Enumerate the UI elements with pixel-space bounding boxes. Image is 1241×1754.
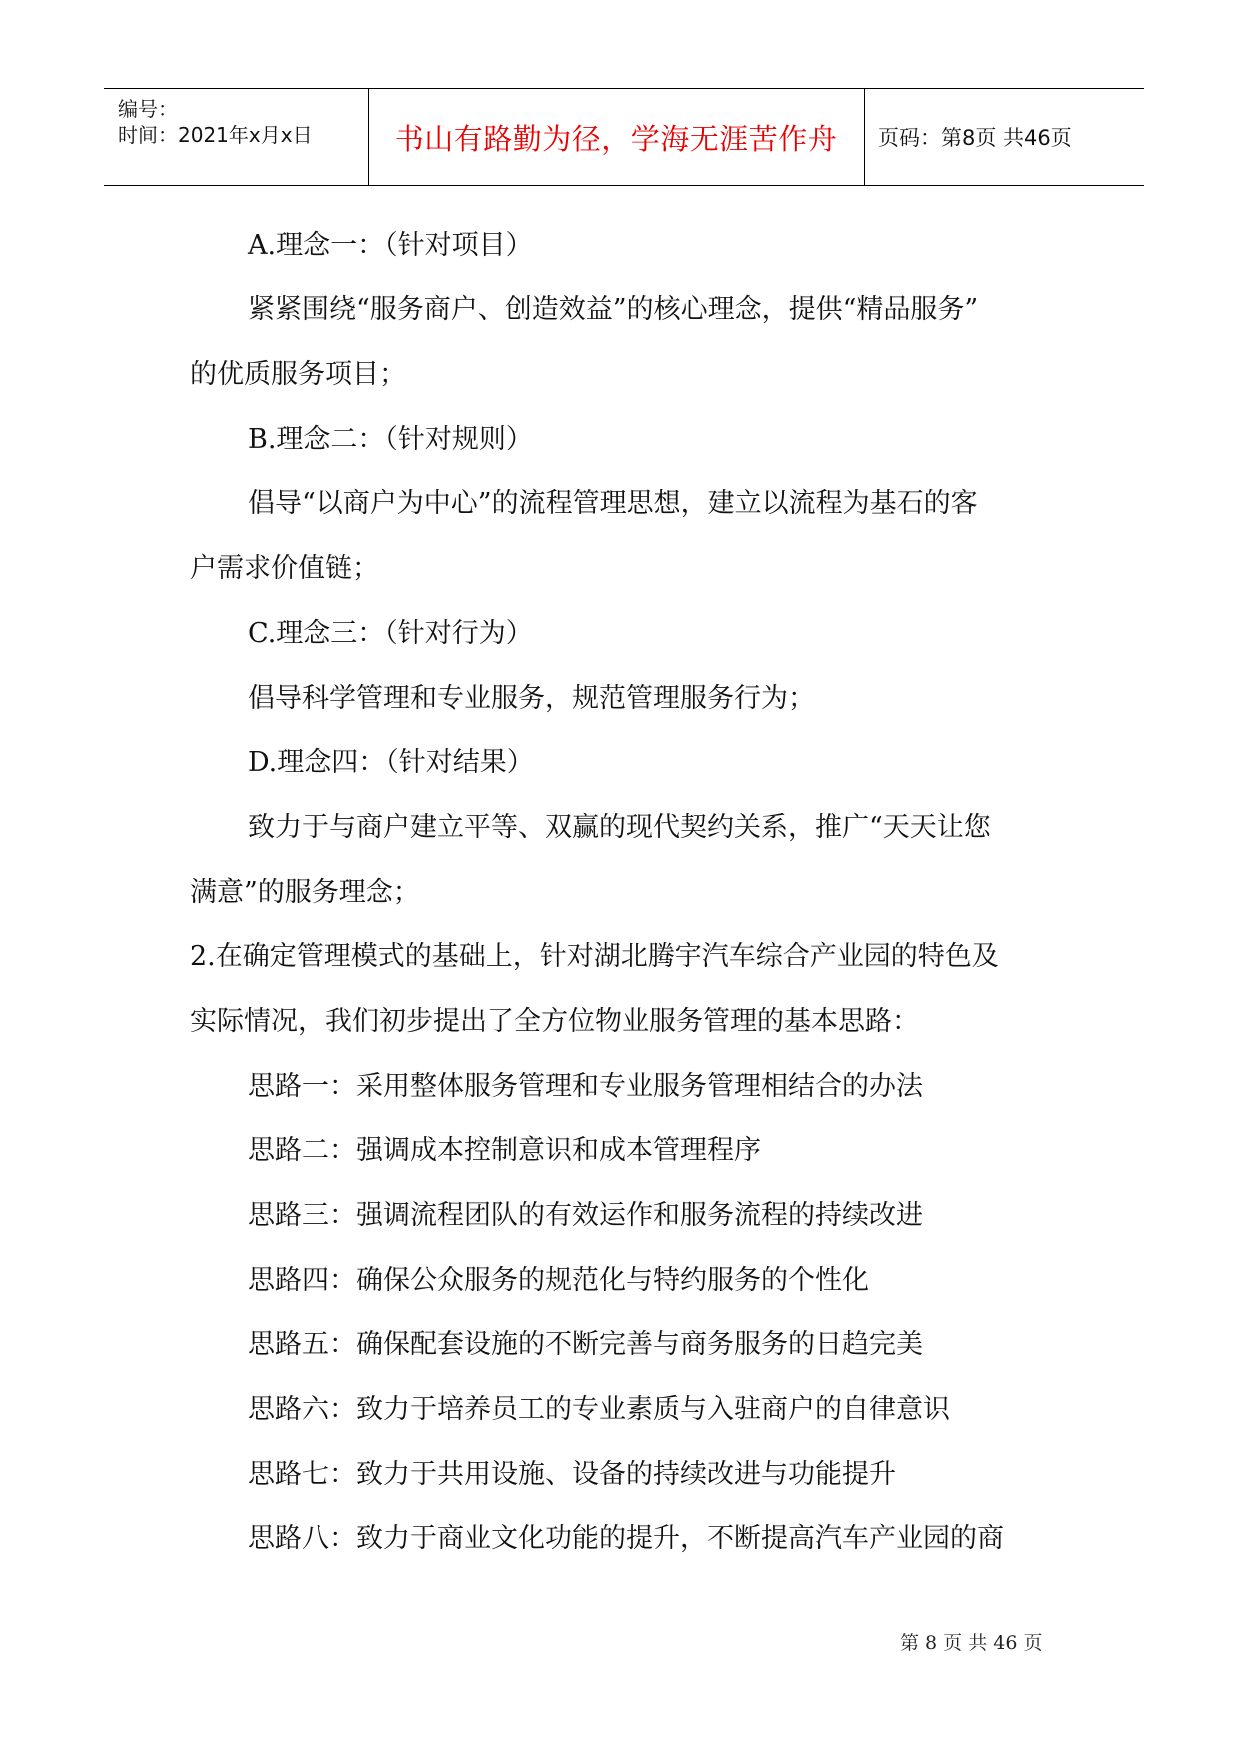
concept-1-text: 紧紧围绕“服务商户、创造效益”的核心理念，提供“精品服务”: [248, 294, 979, 325]
concept-2-text: 倡导“以商户为中心”的流程管理思想，建立以流程为基石的客: [248, 488, 978, 519]
document-date-label: 时间：2021年x月x日: [118, 123, 313, 147]
approach-5: 思路五：确保配套设施的不断完善与商务服务的日趋完美: [248, 1329, 923, 1360]
concept-4-text: 致力于与商户建立平等、双赢的现代契约关系，推广“天天让您: [248, 812, 991, 843]
concept-4-heading: D.理念四：（针对结果）: [248, 747, 534, 778]
approach-1: 思路一：采用整体服务管理和专业服务管理相结合的办法: [248, 1071, 923, 1102]
concept-1-text-cont: 的优质服务项目；: [190, 359, 406, 390]
approach-4: 思路四：确保公众服务的规范化与特约服务的个性化: [248, 1265, 869, 1296]
header-left-cell: [104, 89, 369, 185]
page-footer-number: 第 8 页 共 46 页: [900, 1632, 1043, 1654]
approach-3: 思路三：强调流程团队的有效运作和服务流程的持续改进: [248, 1200, 923, 1231]
concept-1-heading: A.理念一：（针对项目）: [248, 230, 533, 261]
approach-2: 思路二：强调成本控制意识和成本管理程序: [248, 1135, 761, 1166]
header-page-info: 页码：第8页 共46页: [878, 126, 1072, 150]
header-motto-cell: [368, 89, 865, 185]
concept-2-text-cont: 户需求价值链；: [190, 553, 379, 584]
section-2-paragraph: 2.在确定管理模式的基础上，针对湖北腾宇汽车综合产业园的特色及: [190, 941, 999, 972]
concept-4-text-cont: 满意”的服务理念；: [190, 877, 420, 908]
page-header: [104, 88, 1144, 186]
header-motto: 书山有路勤为径，学海无涯苦作舟: [394, 121, 838, 156]
section-2-paragraph-cont: 实际情况，我们初步提出了全方位物业服务管理的基本思路：: [190, 1006, 919, 1037]
concept-3-text: 倡导科学管理和专业服务，规范管理服务行为；: [248, 683, 815, 714]
document-number-label: 编号：: [118, 97, 178, 121]
concept-3-heading: C.理念三：（针对行为）: [248, 618, 533, 649]
approach-8: 思路八：致力于商业文化功能的提升，不断提高汽车产业园的商: [248, 1523, 1004, 1554]
approach-6: 思路六：致力于培养员工的专业素质与入驻商户的自律意识: [248, 1394, 950, 1425]
approach-7: 思路七：致力于共用设施、设备的持续改进与功能提升: [248, 1459, 896, 1490]
concept-2-heading: B.理念二：（针对规则）: [248, 424, 533, 455]
header-page-cell: [864, 89, 1144, 185]
